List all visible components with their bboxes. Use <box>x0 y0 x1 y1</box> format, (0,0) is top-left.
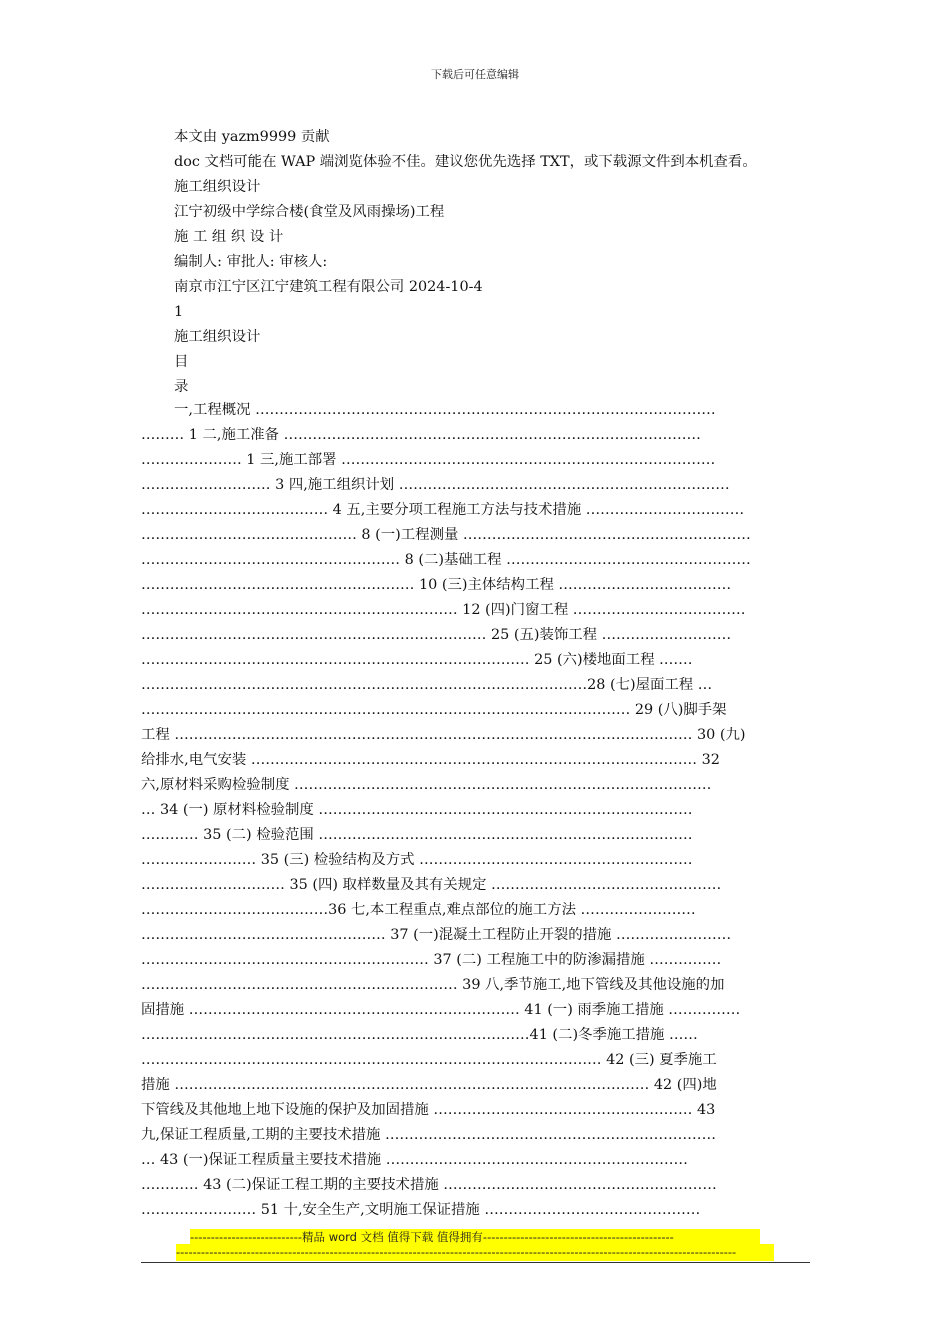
toc-line: …………………………………………………… 37 (二) 工程施工中的防渗漏措施 …………… <box>141 952 722 968</box>
toc-line: ………………………………………………… 10 (三)主体结构工程 ……………………………… <box>141 577 732 593</box>
toc-line: 给排水,电气安装 ………………………………………………………………………………… 32 <box>141 752 720 768</box>
project-name-line: 江宁初级中学综合楼(食堂及风雨操场)工程 <box>174 204 445 220</box>
toc-line: ……………………………………………………………… 25 (五)装饰工程 ……………………… <box>141 627 732 643</box>
document-intro <box>174 125 824 400</box>
toc-line: …………………………………………………………………………………… 42 (三) 夏季施工 <box>141 1052 717 1068</box>
toc-line: ………… 43 (二)保证工程工期的主要技术措施 ………………………………………………… <box>141 1177 717 1193</box>
toc-line: …………………………………………………………………………………28 (七)屋面工程 … <box>141 677 713 693</box>
toc-line: ……… 1 二,施工准备 …………………………………………………………………………… <box>141 427 701 443</box>
toc-line: …………………………………………… 37 (一)混凝土工程防止开裂的措施 …………………… <box>141 927 732 943</box>
table-of-contents <box>141 398 810 1223</box>
footer-banner-dashes: --------------------------------------------------------------------------------------------------------------------------------------- <box>176 1244 774 1261</box>
toc-line: ……………………………………… 8 (一)工程测量 …………………………………………………… <box>141 527 751 543</box>
doc-type-line: 施工组织设计 <box>174 179 261 195</box>
toc-line: …………………… 35 (三) 检验结构及方式 ………………………………………………… <box>141 852 693 868</box>
toc-heading-lu: 录 <box>174 379 189 395</box>
contributor-line: 本文由 yazm9999 贡献 <box>174 129 330 145</box>
toc-line: ……………………………………………… 8 (二)基础工程 …………………………………………… <box>141 552 751 568</box>
toc-line: ………………………………………………………… 39 八,季节施工,地下管线及其他设施的加 <box>141 977 725 993</box>
toc-line: ………………………………………………………………………41 (二)冬季施工措施 …… <box>141 1027 698 1043</box>
toc-heading-mu: 目 <box>174 354 189 370</box>
page-number-line: 1 <box>174 304 184 320</box>
toc-line: ……………………………………………………………………… 25 (六)楼地面工程 .…… <box>141 652 693 668</box>
toc-line: ………………… 1 三,施工部署 …………………………………………………………………… <box>141 452 716 468</box>
company-date-line: 南京市江宁区江宁建筑工程有限公司 2024-10-4 <box>174 279 483 295</box>
toc-line: 工程 ……………………………………………………………………………………………… 30 (九) <box>141 727 746 743</box>
toc-line: 措施 ……………………………………………………………………………………… 42 (四)地 <box>141 1077 717 1093</box>
toc-line: …………………… 51 十,安全生产,文明施工保证措施 ……………………………………… <box>141 1202 701 1218</box>
toc-line: ………………………………… 4 五,主要分项工程施工方法与技术措施 …………………………… <box>141 502 745 518</box>
toc-line: … 43 (一)保证工程质量主要技术措施 ……………………………………………………… <box>141 1152 688 1168</box>
toc-line: ………………………………………………………… 12 (四)门窗工程 ……………………………… <box>141 602 746 618</box>
toc-line: ………………………… 35 (四) 取样数量及其有关规定 ………………………………………… <box>141 877 722 893</box>
toc-line: 九,保证工程质量,工期的主要技术措施 …………………………………………………………… <box>141 1127 716 1143</box>
toc-line: 一,工程概况 …………………………………………………………………………………… <box>174 402 716 418</box>
doc-type-line-2: 施工组织设计 <box>174 329 261 345</box>
page-header: 下载后可任意编辑 <box>431 68 519 81</box>
toc-line: … 34 (一) 原材料检验制度 …………………………………………………………………… <box>141 802 693 818</box>
toc-line: 下管线及其他地上地下设施的保护及加固措施 ……………………………………………… 43 <box>141 1102 716 1118</box>
toc-line: 六,原材料采购检验制度 …………………………………………………………………………… <box>141 777 712 793</box>
footer-banner-promo: ---------------------------精品 word 文档 值得下载 值得拥有---------------------------------------------- <box>190 1229 760 1246</box>
toc-line: 固措施 …………………………………………………………… 41 (一) 雨季施工措施 …………… <box>141 1002 741 1018</box>
wap-notice-line: doc 文档可能在 WAP 端浏览体验不佳。建议您优先选择 TXT，或下载源文件到本机查看。 <box>174 154 757 170</box>
footer-divider <box>141 1262 810 1263</box>
toc-line: …………………………………36 七,本工程重点,难点部位的施工方法 …………………… <box>141 902 696 918</box>
doc-title-spaced: 施 工 组 织 设 计 <box>174 229 284 245</box>
toc-line: ………………………………………………………………………………………… 29 (八)脚手架 <box>141 702 727 718</box>
toc-line: ……………………… 3 四,施工组织计划 …………………………………………………………… <box>141 477 730 493</box>
editors-line: 编制人: 审批人: 审核人: <box>174 254 328 270</box>
toc-line: ………… 35 (二) 检验范围 …………………………………………………………………… <box>141 827 693 843</box>
